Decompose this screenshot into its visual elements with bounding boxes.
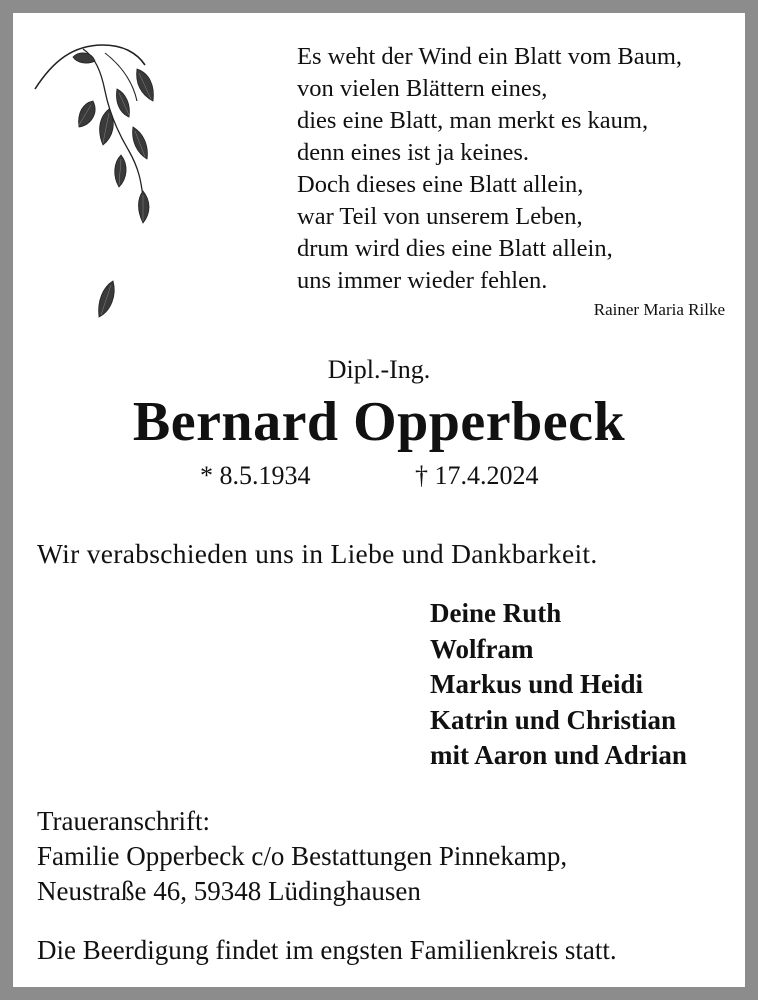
- poem-line: denn eines ist ja keines.: [297, 139, 530, 166]
- poem-line: drum wird dies eine Blatt allein,: [297, 235, 613, 262]
- mourning-address: [37, 804, 567, 909]
- poem-author: Rainer Maria Rilke: [593, 300, 725, 319]
- poem-line: uns immer wieder fehlen.: [297, 267, 548, 294]
- address-line: Familie Opperbeck c/o Bestattungen Pinnekamp,: [37, 841, 568, 871]
- poem-line: Doch dieses eine Blatt allein,: [297, 171, 584, 198]
- address-line: Neustraße 46, 59348 Lüdinghausen: [37, 876, 421, 906]
- death-date: † 17.4.2024: [415, 461, 539, 490]
- family-member: Deine Ruth: [430, 598, 562, 628]
- farewell-text: Wir verabschieden uns in Liebe und Dankbarkeit.: [37, 538, 598, 569]
- address-label: Traueranschrift:: [37, 806, 210, 836]
- family-member: mit Aaron und Adrian: [430, 740, 687, 770]
- family-member: Katrin und Christian: [430, 704, 677, 735]
- poem-line: dies eine Blatt, man merkt es kaum,: [297, 107, 649, 134]
- deceased-name: Bernard Opperbeck: [132, 391, 626, 453]
- poem-line: war Teil von unserem Leben,: [297, 203, 583, 230]
- poem-line: Es weht der Wind ein Blatt vom Baum,: [297, 43, 683, 70]
- poem: [297, 41, 682, 297]
- family-member: Wolfram: [430, 633, 534, 664]
- birch-branch-icon: [33, 31, 173, 331]
- birth-date: * 8.5.1934: [200, 461, 311, 490]
- funeral-note: Die Beerdigung findet im engsten Familienkreis statt.: [37, 935, 617, 965]
- family-list: [430, 596, 687, 774]
- family-member: Markus und Heidi: [430, 669, 644, 699]
- academic-title: Dipl.-Ing.: [327, 355, 431, 384]
- poem-line: von vielen Blättern eines,: [297, 75, 548, 102]
